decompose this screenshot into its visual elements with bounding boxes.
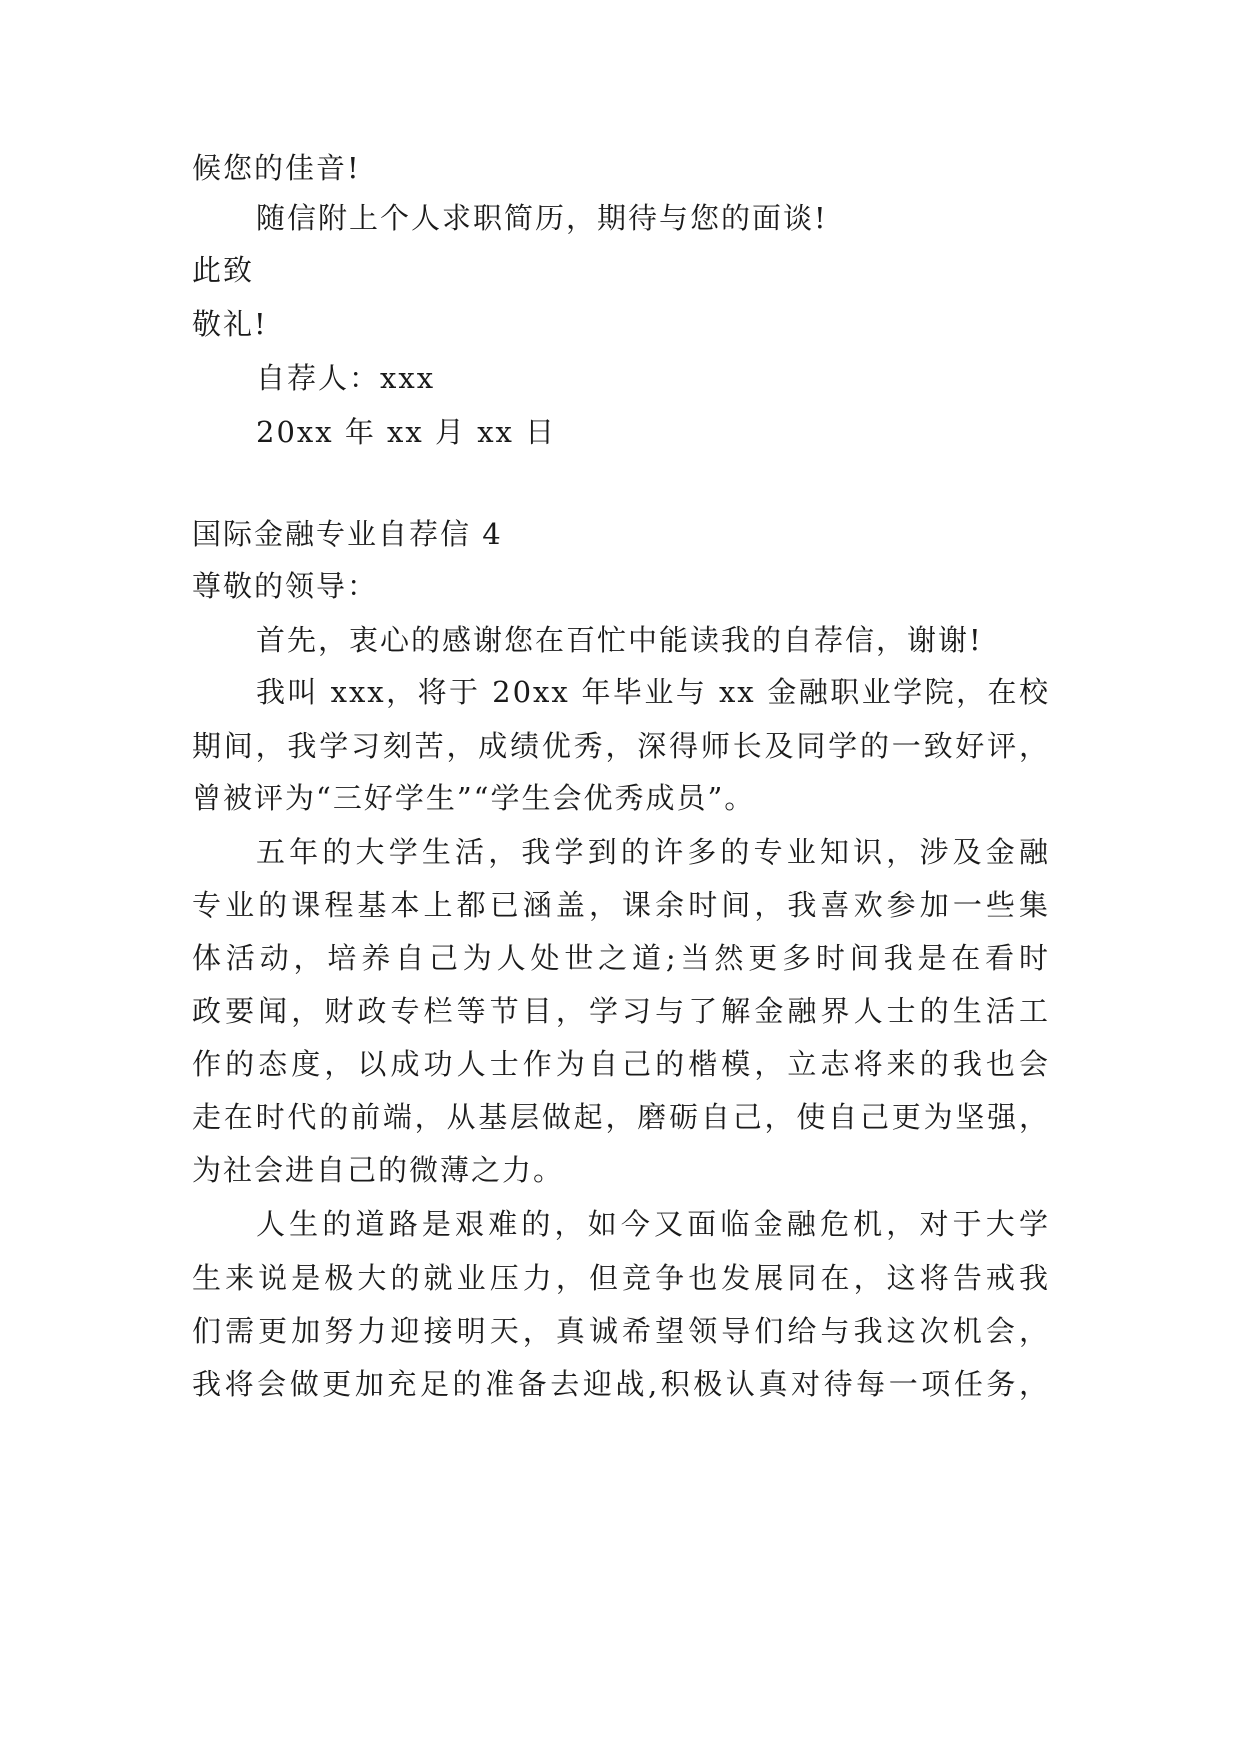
closing-greeting: 此致 bbox=[192, 253, 255, 287]
body-line: 曾被评为“三好学生”“学生会优秀成员”。 bbox=[192, 781, 756, 815]
body-line: 为社会进自己的微薄之力。 bbox=[192, 1153, 565, 1187]
body-line: 五年的大学生活，我学到的许多的专业知识，涉及金融 bbox=[256, 835, 1050, 869]
body-line: 生来说是极大的就业压力，但竞争也发展同在，这将告戒我 bbox=[192, 1261, 1050, 1295]
body-line: 我将会做更加充足的准备去迎战,积极认真对待每一项任务， bbox=[192, 1367, 1050, 1401]
body-line: 人生的道路是艰难的，如今又面临金融危机，对于大学 bbox=[256, 1207, 1050, 1241]
signer-line: 自荐人：xxx bbox=[256, 361, 436, 395]
date-line: 20xx 年 xx 月 xx 日 bbox=[256, 415, 557, 449]
body-line: 专业的课程基本上都已涵盖，课余时间，我喜欢参加一些集 bbox=[192, 888, 1050, 922]
letter-title: 国际金融专业自荐信 4 bbox=[192, 517, 503, 551]
body-line: 我叫 xxx，将于 20xx 年毕业与 xx 金融职业学院，在校 bbox=[256, 675, 1050, 709]
letter-salutation: 尊敬的领导： bbox=[192, 569, 379, 603]
body-line: 走在时代的前端，从基层做起，磨砺自己，使自己更为坚强， bbox=[192, 1100, 1050, 1134]
body-line: 首先，衷心的感谢您在百忙中能读我的自荐信，谢谢! bbox=[256, 623, 983, 657]
body-line: 作的态度，以成功人士作为自己的楷模，立志将来的我也会 bbox=[192, 1047, 1050, 1081]
body-line: 体活动，培养自己为人处世之道;当然更多时间我是在看时 bbox=[192, 941, 1050, 975]
body-line: 们需更加努力迎接明天，真诚希望领导们给与我这次机会， bbox=[192, 1314, 1050, 1348]
body-line: 期间，我学习刻苦，成绩优秀，深得师长及同学的一致好评， bbox=[192, 729, 1050, 763]
attachment-line: 随信附上个人求职简历，期待与您的面谈! bbox=[256, 201, 828, 235]
closing-salute: 敬礼! bbox=[192, 307, 268, 341]
body-line: 政要闻，财政专栏等节目，学习与了解金融界人士的生活工 bbox=[192, 994, 1050, 1028]
prev-letter-tail: 候您的佳音! bbox=[192, 151, 361, 185]
